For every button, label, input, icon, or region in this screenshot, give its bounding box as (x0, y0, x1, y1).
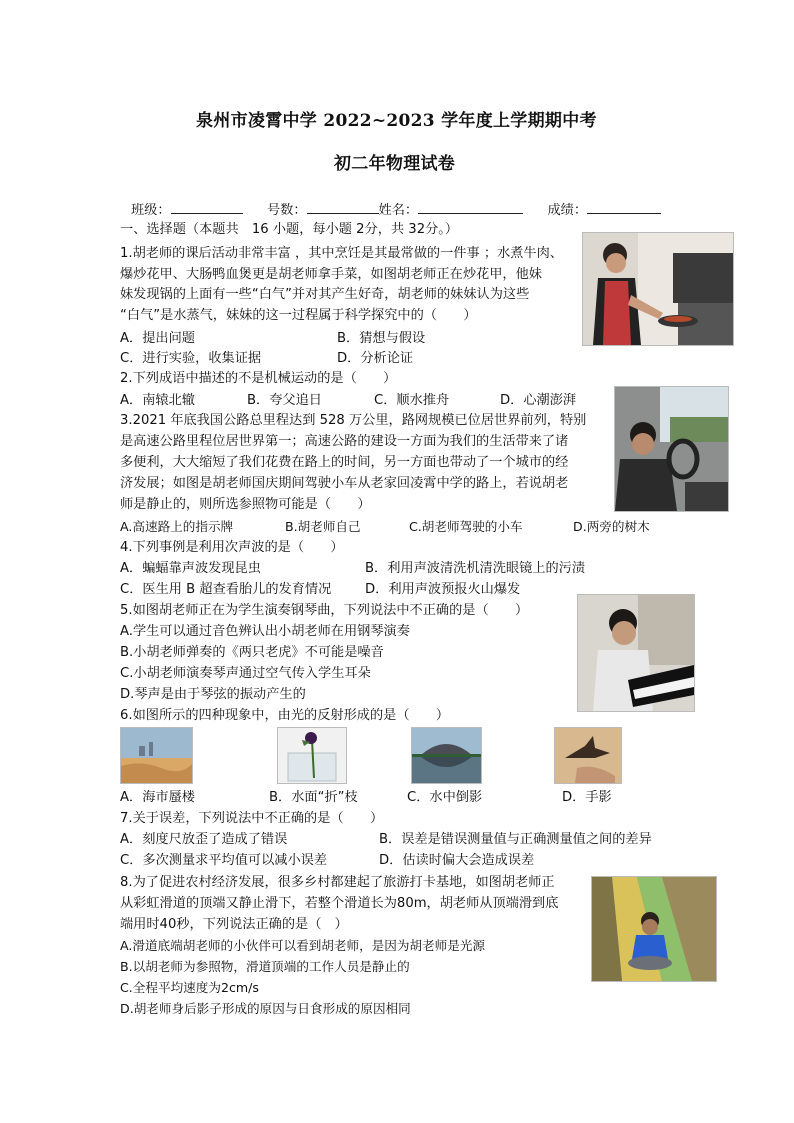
q5-stem: 5.如图胡老师正在为学生演奏钢琴曲，下列说法中不正确的是（ ） (120, 603, 529, 618)
q4-option-d[interactable]: D．利用声波预报火山爆发 (365, 582, 521, 597)
page-title: 泉州市凌霄中学 2022~2023 学年度上学期期中考 (196, 111, 597, 131)
q6-option-c[interactable]: C．水中倒影 (407, 790, 483, 805)
q1-option-b[interactable]: B．猜想与假设 (337, 331, 426, 346)
q5-option-b[interactable]: B.小胡老师弹奏的《两只老虎》不可能是噪音 (120, 645, 384, 660)
score-field[interactable] (587, 200, 661, 214)
q4-option-b[interactable]: B．利用声波清洗机清洗眼镜上的污渍 (365, 561, 586, 576)
q3-line-2: 是高速公路里程位居世界第一；高速公路的建设一方面为我们的生活带来了诸 (120, 434, 569, 449)
q8-line-1: 8.为了促进农村经济发展，很多乡村都建起了旅游打卡基地，如图胡老师正 (120, 875, 555, 890)
q4-option-c[interactable]: C．医生用 B 超查看胎儿的发育情况 (120, 582, 332, 597)
q8-option-b[interactable]: B.以胡老师为参照物，滑道顶端的工作人员是静止的 (120, 959, 410, 974)
q3-option-a[interactable]: A.高速路上的指示牌 (120, 519, 234, 534)
class-field[interactable] (171, 200, 243, 214)
q3-line-1: 3.2021 年底我国公路总里程达到 528 万公里，路网规模已位居世界前列，特别 (120, 413, 587, 428)
q8-option-a[interactable]: A.滑道底端胡老师的小伙伴可以看到胡老师，是因为胡老师是光源 (120, 938, 486, 953)
photo-reflection (411, 727, 482, 784)
q8-option-c[interactable]: C.全程平均速度为2cm/s (120, 980, 259, 995)
q3-option-d[interactable]: D.两旁的树木 (573, 519, 650, 534)
q3-line-3: 多便利，大大缩短了我们花费在路上的时间，另一方面也带动了一个城市的经 (120, 455, 569, 470)
q2-stem: 2.下列成语中描述的不是机械运动的是（ ） (120, 371, 397, 386)
q7-stem: 7.关于误差，下列说法中不正确的是（ ） (120, 811, 384, 826)
photo-hand-shadow (554, 727, 622, 784)
info-row (131, 200, 661, 222)
q5-option-d[interactable]: D.琴声是由于琴弦的振动产生的 (120, 687, 306, 702)
photo-driving (614, 386, 729, 512)
q5-option-a[interactable]: A.学生可以通过音色辨认出小胡老师在用钢琴演奏 (120, 624, 410, 639)
name-field[interactable] (418, 200, 523, 214)
q1-option-d[interactable]: D．分析论证 (337, 351, 414, 366)
q7-option-d[interactable]: D．估读时偏大会造成误差 (379, 853, 535, 868)
q1-line-2: 爆炒花甲、大肠鸭血煲更是胡老师拿手菜，如图胡老师正在炒花甲，他妹 (120, 267, 542, 282)
photo-piano (577, 594, 695, 712)
score-label: 成绩： (547, 203, 588, 218)
q8-line-2: 从彩虹滑道的顶端又静止滑下，若整个滑道长为80m，胡老师从顶端滑到底 (120, 896, 559, 911)
q6-option-a[interactable]: A．海市蜃楼 (120, 790, 195, 805)
q3-line-4: 济发展；如图是胡老师国庆期间驾驶小车从老家回凌霄中学的路上，若说胡老 (120, 476, 569, 491)
q1-option-c[interactable]: C．进行实验，收集证据 (120, 351, 262, 366)
q2-option-d[interactable]: D．心潮澎湃 (500, 393, 577, 408)
section-heading: 一、选择题（本题共 16 小题，每小题 2分，共 32分。） (120, 222, 459, 237)
photo-cooking (582, 232, 734, 346)
q6-stem: 6.如图所示的四种现象中，由光的反射形成的是（ ） (120, 708, 450, 723)
q8-option-d[interactable]: D.胡老师身后影子形成的原因与日食形成的原因相同 (120, 1001, 411, 1016)
number-label: 号数： (266, 203, 307, 218)
photo-mirage (120, 727, 193, 784)
q2-option-c[interactable]: C．顺水推舟 (374, 393, 450, 408)
q6-option-d[interactable]: D．手影 (562, 790, 612, 805)
q1-line-4: “白气”是水蒸气，妹妹的这一过程属于科学探究中的（ ） (120, 308, 477, 323)
q1-option-a[interactable]: A．提出问题 (120, 331, 195, 346)
q8-line-3: 端用时40秒，下列说法正确的是（ ） (120, 917, 348, 932)
q7-option-c[interactable]: C．多次测量求平均值可以减小误差 (120, 853, 328, 868)
q5-option-c[interactable]: C.小胡老师演奏琴声通过空气传入学生耳朵 (120, 666, 371, 681)
name-label: 姓名： (378, 203, 419, 218)
q7-option-a[interactable]: A．刻度尺放歪了造成了错误 (120, 832, 288, 847)
q4-stem: 4.下列事例是利用次声波的是（ ） (120, 540, 344, 555)
q1-line-1: 1.胡老师的课后活动非常丰富 ，其中烹饪是其最常做的一件事 ；水煮牛肉、 (120, 246, 563, 261)
class-label: 班级： (131, 203, 171, 218)
q7-option-b[interactable]: B．误差是错误测量值与正确测量值之间的差异 (379, 832, 652, 847)
q3-option-c[interactable]: C.胡老师驾驶的小车 (409, 519, 523, 534)
q3-line-5: 师是静止的，则所选参照物可能是（ ） (120, 497, 371, 512)
page-subtitle: 初二年物理试卷 (334, 154, 456, 174)
q4-option-a[interactable]: A．蝙蝠靠声波发现昆虫 (120, 561, 261, 576)
q3-option-b[interactable]: B.胡老师自己 (285, 519, 361, 534)
q2-option-a[interactable]: A．南辕北辙 (120, 393, 195, 408)
q6-option-b[interactable]: B．水面“折”枝 (269, 790, 358, 805)
q1-line-3: 妹发现锅的上面有一些“白气”并对其产生好奇，胡老师的妹妹认为这些 (120, 287, 530, 302)
photo-rainbow-slide (591, 876, 717, 982)
q2-option-b[interactable]: B．夸父追日 (247, 393, 322, 408)
photo-bent-stick (277, 727, 347, 784)
number-field[interactable] (307, 200, 379, 214)
